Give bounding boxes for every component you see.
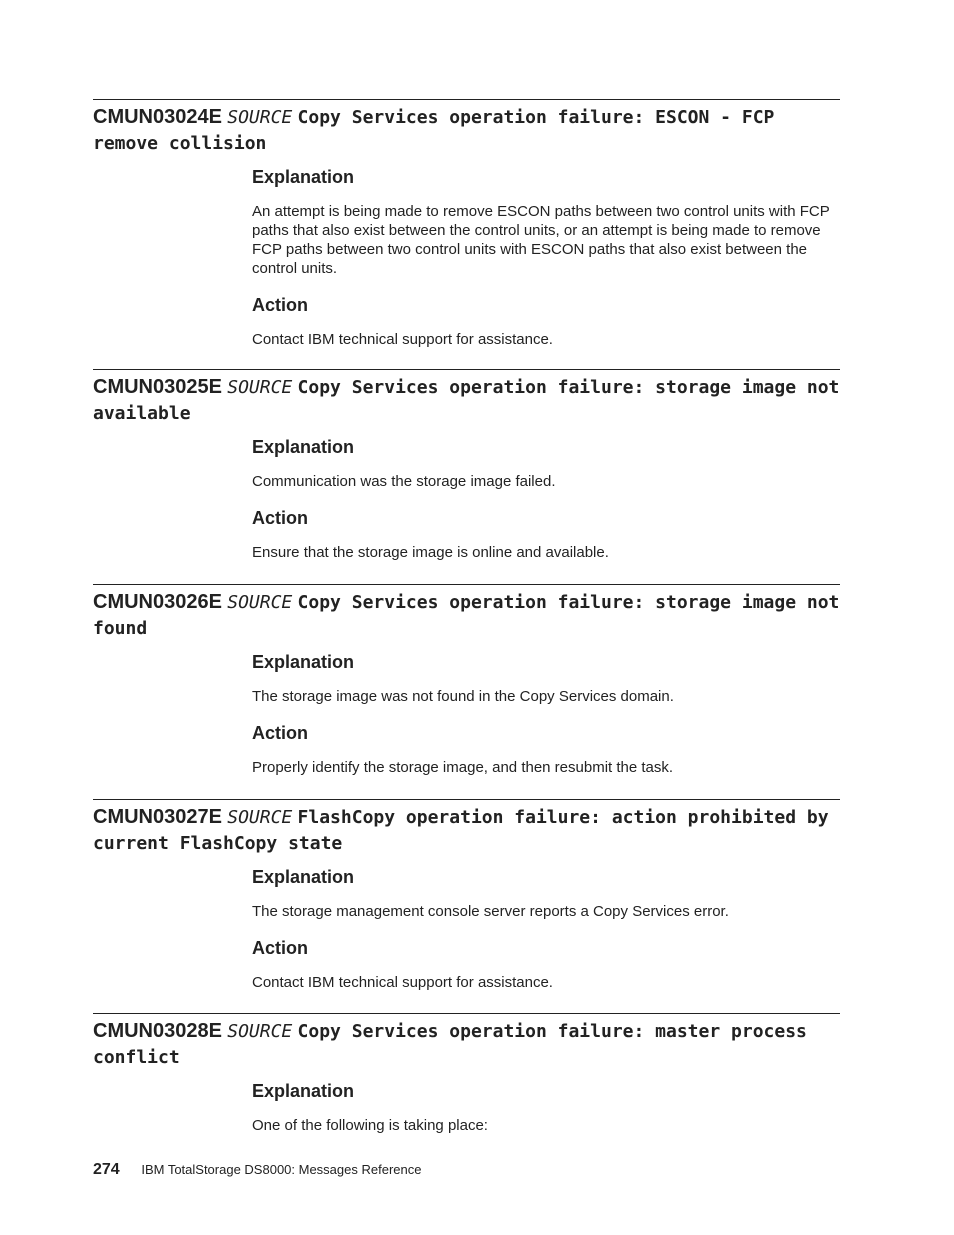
explanation-text: The storage management console server reports a Copy Services error. [252,903,729,920]
explanation-text: Communication was the storage image failed. [252,473,556,490]
message-title [93,1018,840,1071]
message-source: SOURCE [227,592,293,613]
message-title [93,374,840,427]
message-title [93,104,840,157]
message-text: Copy Services operation failure: ESCON - FCP remove collision [93,107,775,154]
message-entry [93,99,840,349]
message-entry [93,799,840,992]
explanation-heading: Explanation [252,1081,355,1101]
explanation-heading: Explanation [252,867,355,887]
message-title [93,589,840,642]
message-text: Copy Services operation failure: master process conflict [93,1021,807,1068]
message-entry [93,584,840,777]
action-heading: Action [252,295,308,315]
explanation-text: One of the following is taking place: [252,1117,488,1134]
action-text: Contact IBM technical support for assistance. [252,331,553,348]
message-text: Copy Services operation failure: storage image not found [93,592,840,639]
page-number: 274 [93,1161,120,1178]
explanation-text: The storage image was not found in the Copy Services domain. [252,688,674,705]
message-entry [93,369,840,562]
action-heading: Action [252,938,308,958]
page-footer [93,1161,421,1179]
message-text: Copy Services operation failure: storage image not available [93,377,840,424]
message-code: CMUN03025E [93,376,222,398]
message-source: SOURCE [227,1021,293,1042]
action-text: Properly identify the storage image, and then resubmit the task. [252,759,674,776]
message-body [252,651,840,777]
message-body [252,866,840,992]
message-text: FlashCopy operation failure: action prohibited by current FlashCopy state [93,807,829,854]
message-source: SOURCE [227,107,293,128]
action-heading: Action [252,508,308,528]
book-title: IBM TotalStorage DS8000: Messages Reference [141,1162,422,1177]
action-heading: Action [252,723,308,743]
explanation-text: An attempt is being made to remove ESCON paths between two control units with FCP paths that also exist between the control units, or an attempt is being made to remove FCP paths between two control units with ESCON paths that also exist between the control units. [252,203,830,277]
message-code: CMUN03024E [93,106,222,128]
message-code: CMUN03028E [93,1020,222,1042]
message-body [252,1080,840,1135]
explanation-heading: Explanation [252,167,355,187]
message-code: CMUN03026E [93,591,222,613]
explanation-heading: Explanation [252,652,355,672]
message-source: SOURCE [227,377,293,398]
message-source: SOURCE [227,807,293,828]
message-body [252,166,840,349]
action-text: Ensure that the storage image is online and available. [252,544,609,561]
action-text: Contact IBM technical support for assistance. [252,974,553,991]
message-code: CMUN03027E [93,806,222,828]
message-body [252,436,840,562]
message-entry [93,1013,840,1135]
message-title [93,804,840,857]
explanation-heading: Explanation [252,437,355,457]
